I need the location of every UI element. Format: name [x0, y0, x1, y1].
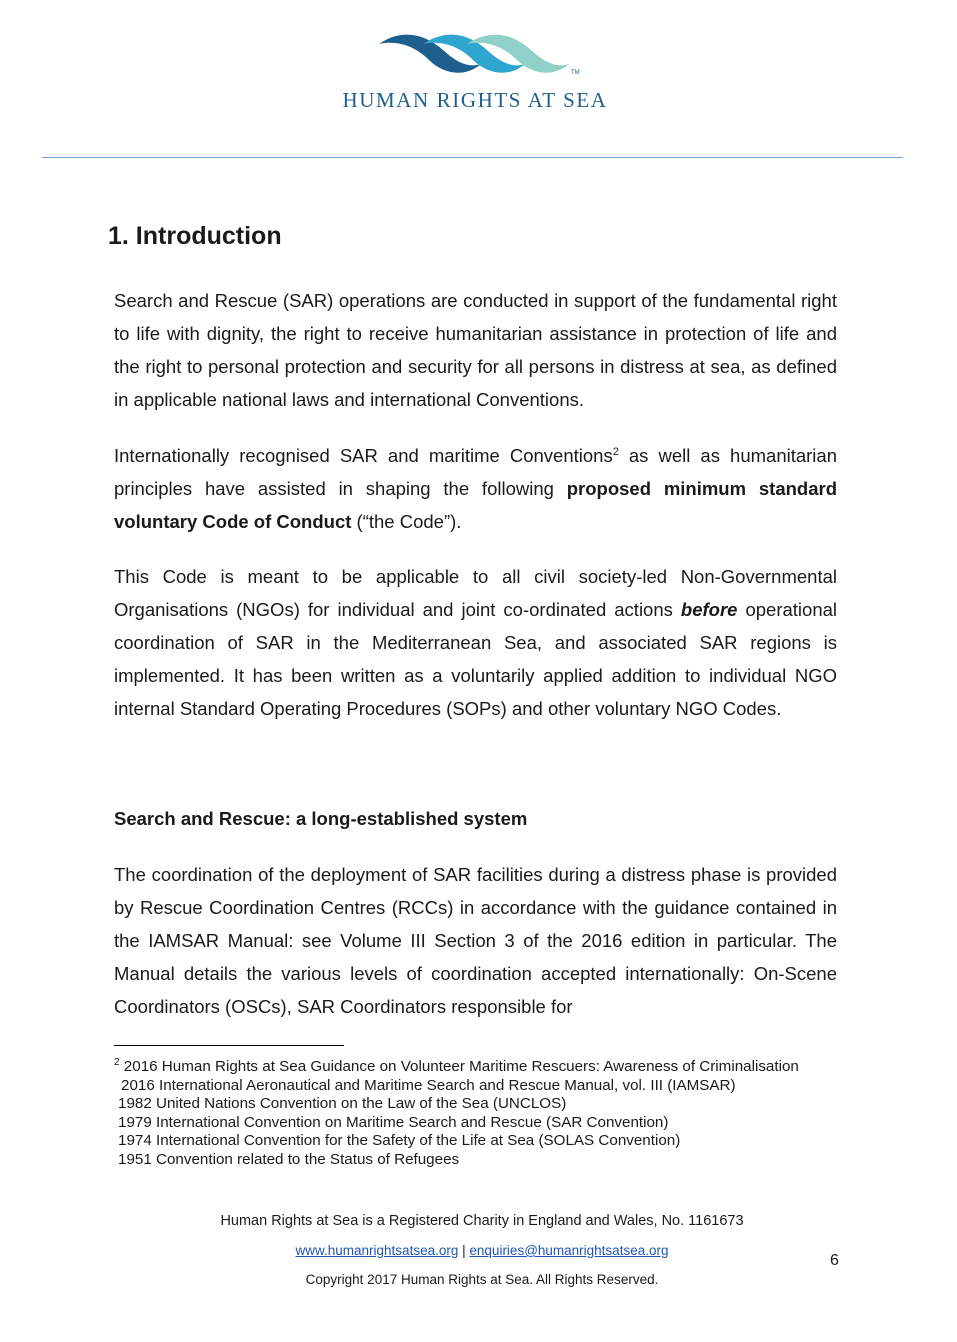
website-link[interactable]: www.humanrightsatsea.org [295, 1243, 459, 1258]
intro-paragraph-2 [114, 439, 837, 538]
email-link[interactable]: enquiries@humanrightsatsea.org [469, 1243, 669, 1258]
footnote-line: $^2$ 2016 Human Rights at Sea Guidance on Volunteer Maritime Rescuers: Awareness of Criminalisation [114, 1057, 799, 1076]
footnote-line: 1974 International Convention for the Safety of the Life at Sea (SOLAS Convention) [118, 1132, 681, 1150]
link-separator: | [462, 1243, 466, 1258]
intro-paragraph-1: Search and Rescue (SAR) operations are conducted in support of the fundamental right to life with dignity, the right to receive humanitarian assistance in protection of life and the right to personal protection and security for all persons in distress at sea, as defined in applicable national laws and international Conventions. [114, 290, 837, 410]
p3-text-b: operational coordination of SAR in the Mediterranean Sea, and associated SAR regions is implemented. It has been written as a voluntarily applied addition to individual NGO internal Standard Operating Procedures (SOPs) and other voluntary NGO Codes. [114, 599, 838, 719]
subsection-title: Search and Rescue: a long-established system [114, 808, 528, 829]
trademark-mark: TM [571, 70, 580, 76]
org-logo [325, 22, 625, 122]
org-name: HUMAN RIGHTS AT SEA [342, 88, 608, 112]
charity-statement: Human Rights at Sea is a Registered Charity in England and Wales, No. 1161673 [220, 1213, 744, 1229]
before-emphasis: before [680, 599, 738, 620]
page-number: 6 [830, 1252, 839, 1269]
p2-text-b: as well as humanitarian principles have assisted in shaping the following [114, 445, 837, 499]
footnote-marker: 2 [114, 1057, 120, 1068]
section-title: 1. Introduction [108, 222, 282, 250]
waves-logo-icon [377, 30, 580, 86]
footnote-ref: 2 [612, 445, 619, 458]
footnote-line: 1979 International Convention on Maritime Search and Rescue (SAR Convention) [118, 1113, 669, 1131]
footnotes [114, 1054, 844, 1170]
copyright-notice: Copyright 2017 Human Rights at Sea. All Rights Reserved. [305, 1272, 659, 1287]
sar-paragraph-1: The coordination of the deployment of SAR facilities during a distress phase is provided by Rescue Coordination Centres (RCCs) in accordance with the guidance contained in the IAMSAR Manual: see Volume III Section 3 of the 2016 edition in particular. The Manual details the various levels of coordination accepted internationally: On-Scene Coordinators (OSCs), SAR Coordinators responsible for [114, 864, 837, 1017]
intro-paragraph-3 [114, 560, 837, 725]
footnote-divider [114, 1045, 344, 1046]
p3-text-a: This Code is meant to be applicable to all civil society-led Non-Governmental Organisations (NGOs) for individual and joint co-ordinated actions [114, 566, 837, 620]
footnote-line: 1951 Convention related to the Status of Refugees [118, 1151, 460, 1169]
footnote-line: 2016 International Aeronautical and Maritime Search and Rescue Manual, vol. III (IAMSAR) [121, 1076, 736, 1094]
p2-text-a: Internationally recognised SAR and maritime Conventions [114, 445, 613, 466]
footnote-line: 1982 United Nations Convention on the Law of the Sea (UNCLOS) [118, 1095, 567, 1113]
header-divider [42, 157, 903, 158]
code-of-conduct-emphasis: proposed minimum standard voluntary Code of Conduct [114, 478, 837, 532]
p2-text-c: (“the Code”). [351, 511, 462, 532]
contact-links [7, 1243, 957, 1258]
